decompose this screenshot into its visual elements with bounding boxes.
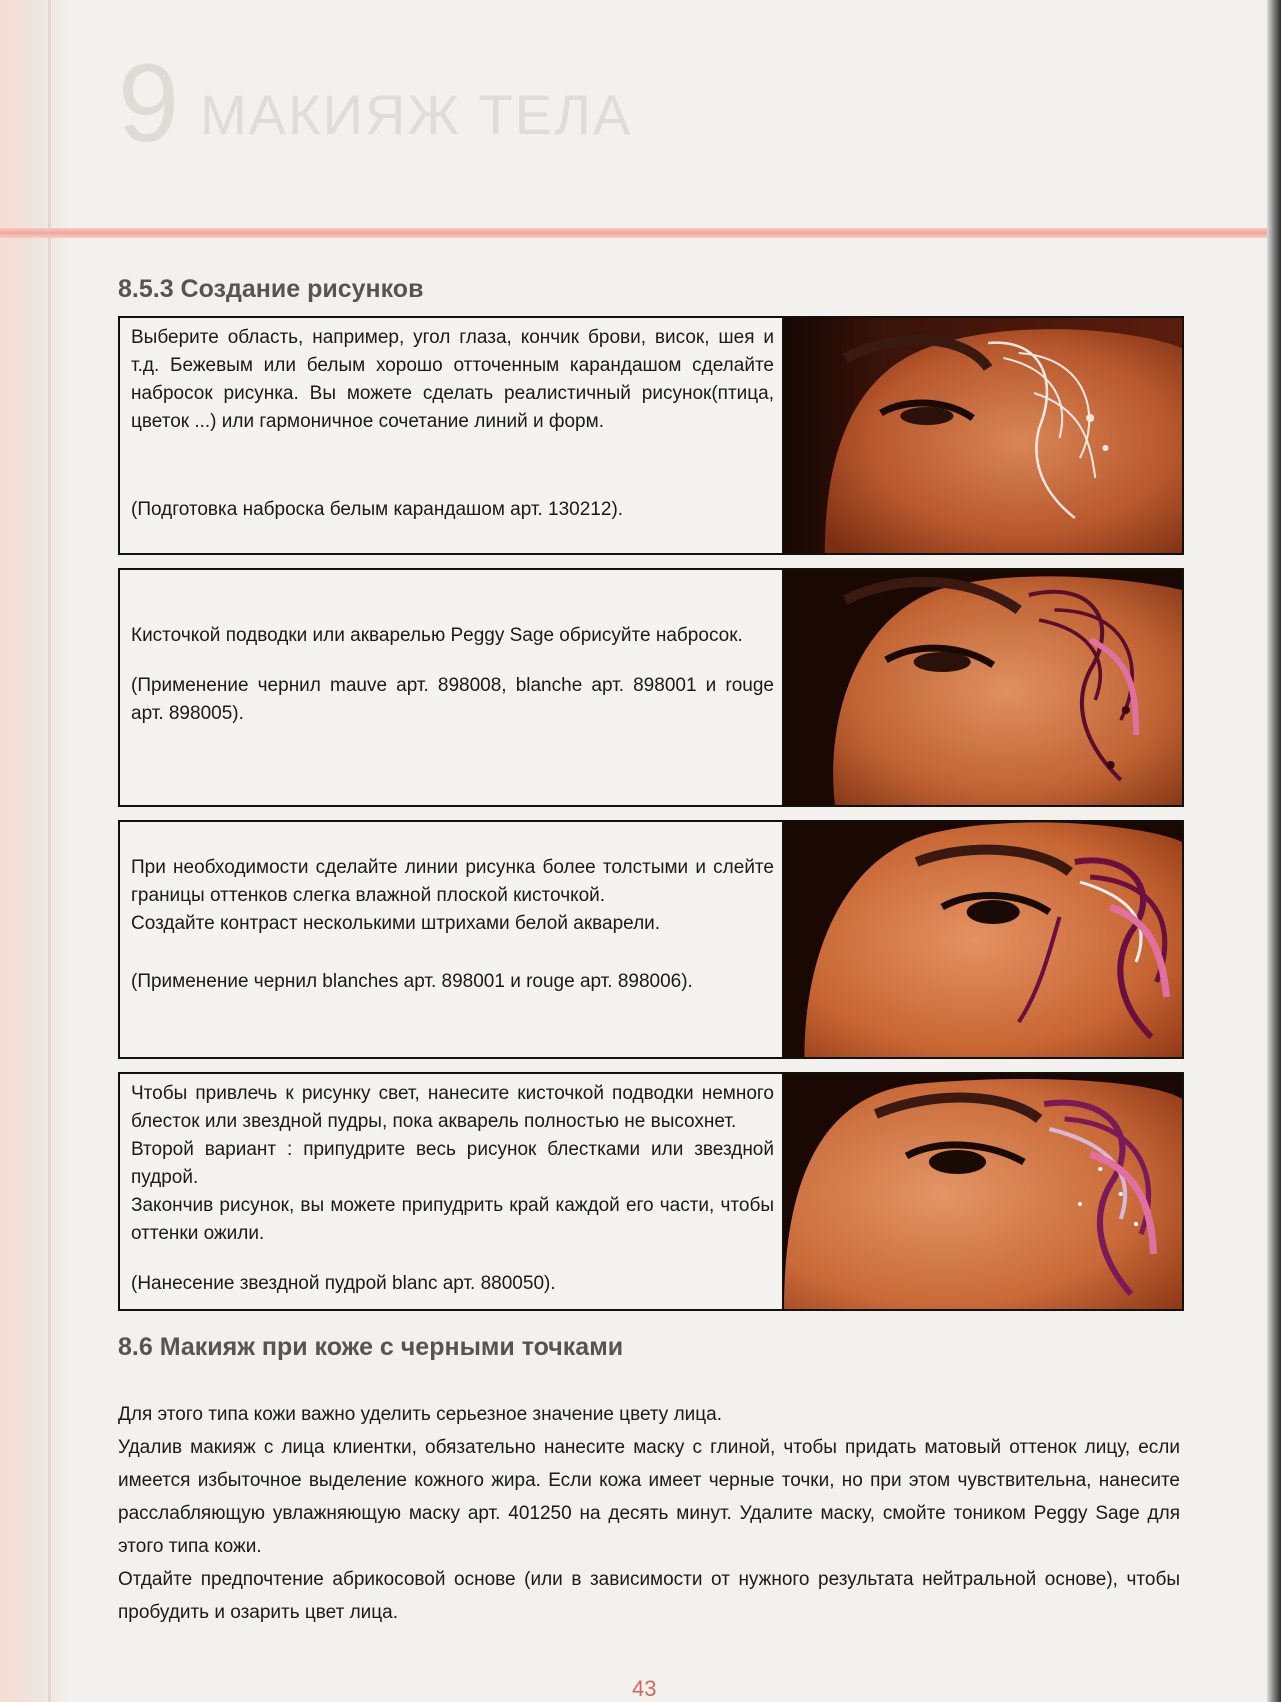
face-glitter-design-image xyxy=(784,1074,1182,1309)
body-paragraph-3: Отдайте предпочтение абрикосовой основе (или в зависимости от нужного результата нейтральной основе), чтобы пробудить и озарить цвет лица. xyxy=(118,1569,1180,1623)
step-4-photo xyxy=(784,1074,1182,1309)
section-title-drawings: 8.5.3 Создание рисунков xyxy=(118,275,424,303)
step-1-text xyxy=(120,318,784,553)
step-1-note: (Подготовка наброска белым карандашом арт. 130212). xyxy=(131,499,624,520)
page-spine-shadow xyxy=(0,0,70,1702)
step-4-paragraph: Чтобы привлечь к рисунку свет, нанесите кисточкой подводки немного блесток или звездной пудры, пока акварель полностью не высохнет. xyxy=(131,1083,774,1132)
step-3-note: (Применение чернил blanches арт. 898001 и rouge арт. 898006). xyxy=(131,971,693,992)
step-card-3 xyxy=(118,820,1184,1059)
step-1-photo xyxy=(784,318,1182,553)
face-thickened-design-image xyxy=(784,822,1182,1057)
step-2-photo xyxy=(784,570,1182,805)
step-4-text xyxy=(120,1074,784,1309)
step-2-text xyxy=(120,570,784,805)
body-paragraph-2: Удалив макияж с лица клиентки, обязательно нанесите маску с глиной, чтобы придать матовый оттенок лицу, если имеется избыточное выделение кожного жира. Если кожа имеет черные точки, но при этом чувствительна, нанесите расслабляющую увлажняющую маску арт. 401250 на десять минут. Удалите маску, смойте тоником Peggy Sage для этого типа кожи. xyxy=(118,1437,1180,1557)
step-2-paragraph: Кисточкой подводки или акварелью Peggy Sage обрисуйте набросок. xyxy=(131,625,743,646)
step-4-alternative: Второй вариант : припудрите весь рисунок блестками или звездной пудрой. xyxy=(131,1139,774,1188)
step-3-photo xyxy=(784,822,1182,1057)
section-title-blackheads: 8.6 Макияж при коже с черными точками xyxy=(118,1333,624,1361)
page-number: 43 xyxy=(632,1676,657,1701)
step-card-1 xyxy=(118,316,1184,555)
step-4-note: (Нанесение звездной пудрой blanc арт. 880050). xyxy=(131,1273,556,1294)
face-outline-image xyxy=(784,570,1182,805)
step-4-finish: Закончив рисунок, вы можете припудрить край каждой его части, чтобы оттенки ожили. xyxy=(131,1195,774,1244)
page-edge xyxy=(1267,0,1281,1702)
header-rule xyxy=(0,228,1267,238)
step-3-contrast: Создайте контраст несколькими штрихами белой акварели. xyxy=(131,913,661,934)
step-3-text xyxy=(120,822,784,1057)
step-card-2 xyxy=(118,568,1184,807)
step-2-note: (Применение чернил mauve арт. 898008, blanche арт. 898001 и rouge арт. 898005). xyxy=(131,675,774,724)
chapter-number: 9 xyxy=(118,42,180,165)
face-sketch-image xyxy=(784,318,1182,553)
chapter-title: МАКИЯЖ ТЕЛА xyxy=(200,83,633,146)
body-paragraph-1: Для этого типа кожи важно уделить серьезное значение цвету лица. xyxy=(118,1404,723,1425)
step-card-4 xyxy=(118,1072,1184,1311)
step-1-paragraph: Выберите область, например, угол глаза, кончик брови, висок, шея и т.д. Бежевым или белым хорошо отточенным карандашом сделайте набросок рисунка. Вы можете сделать реалистичный рисунок(птица, цветок ...) или гармоничное сочетание линий и форм. xyxy=(131,327,774,432)
section-2-body xyxy=(118,1398,1180,1629)
step-3-paragraph: При необходимости сделайте линии рисунка более толстыми и слейте границы оттенков слегка влажной плоской кисточкой. xyxy=(131,857,774,906)
spine-line xyxy=(48,0,51,1702)
